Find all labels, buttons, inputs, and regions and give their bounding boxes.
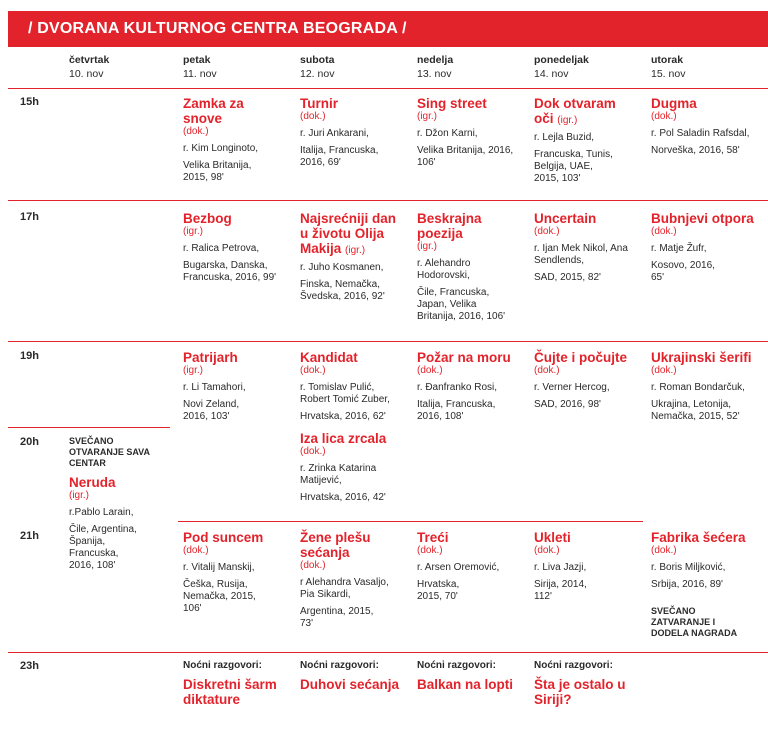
time-15h: 15h <box>20 96 39 108</box>
film-director: r.Pablo Larain, <box>69 507 134 518</box>
film-title[interactable]: Sing street <box>417 96 487 111</box>
film-info: Sirija, 2014, 112' <box>534 579 587 602</box>
closing-ceremony-note: SVEČANO ZATVARANJE I DODELA NAGRADA <box>651 606 738 638</box>
film-entry <box>300 96 400 169</box>
film-genre: (dok.) <box>534 365 560 376</box>
film-entry <box>651 211 759 284</box>
film-title[interactable]: Žene plešu sećanja <box>300 530 371 560</box>
film-entry <box>534 530 634 603</box>
film-genre: (dok.) <box>417 365 443 376</box>
film-title[interactable]: Bubnjevi otpora <box>651 211 754 226</box>
film-title[interactable]: Beskrajna poezija <box>417 211 482 241</box>
day-header-friday: petak 11. nov <box>183 54 217 80</box>
time-19h: 19h <box>20 350 39 362</box>
film-info: Hrvatska, 2016, 62' <box>300 411 386 422</box>
film-genre: (dok.) <box>300 560 326 571</box>
film-entry <box>300 350 405 423</box>
film-genre: (dok.) <box>534 545 560 556</box>
day-header-sunday: nedelja 13. nov <box>417 54 454 80</box>
film-director: r. Kim Longinoto, <box>183 143 259 154</box>
film-entry <box>651 350 761 423</box>
film-title[interactable]: Ukleti <box>534 530 571 545</box>
film-director: r. Pol Saladin Rafsdal, <box>651 128 750 139</box>
film-director: r. Zrinka Katarina Matijević, <box>300 463 377 486</box>
film-title[interactable]: Požar na moru <box>417 350 511 365</box>
film-info: Kosovo, 2016, 65' <box>651 260 715 283</box>
night-talk-label: Noćni razgovori: <box>417 660 496 671</box>
film-genre: (igr.) <box>417 241 437 252</box>
film-entry <box>417 211 517 323</box>
film-genre: (igr.) <box>345 245 366 256</box>
film-title[interactable]: Fabrika šećera <box>651 530 746 545</box>
night-talk-title[interactable]: Balkan na lopti <box>417 677 514 692</box>
film-genre: (igr.) <box>417 111 437 122</box>
row-divider-21h <box>178 521 643 522</box>
venue-banner: / DVORANA KULTURNOG CENTRA BEOGRADA / <box>8 11 768 47</box>
film-genre: (dok.) <box>183 126 209 137</box>
film-info: Češka, Rusija, Nemačka, 2015, 106' <box>183 579 256 614</box>
film-info: Velika Britanija, 2016, 106' <box>417 145 514 168</box>
film-director: r. Ijan Mek Nikol, Ana Sendlends, <box>534 243 628 266</box>
film-genre: (igr.) <box>557 115 578 126</box>
film-title[interactable]: Dugma <box>651 96 697 111</box>
film-genre: (dok.) <box>183 545 209 556</box>
film-title[interactable]: Patrijarh <box>183 350 238 365</box>
film-title[interactable]: Najsrećniji dan u životu Olija Makija (igr.) <box>300 211 397 256</box>
film-director: r. Džon Karni, <box>417 128 478 139</box>
film-genre: (dok.) <box>300 365 326 376</box>
row-divider-20h <box>8 427 170 428</box>
film-entry <box>417 530 517 603</box>
film-info: Francuska, Tunis, Belgija, UAE, 2015, 103' <box>534 149 613 184</box>
film-genre: (igr.) <box>183 226 203 237</box>
film-info: Italija, Francuska, 2016, 69' <box>300 145 379 168</box>
film-genre: (dok.) <box>417 545 443 556</box>
film-entry <box>534 96 630 185</box>
film-director: r. Ralica Petrova, <box>183 243 260 254</box>
film-genre: (igr.) <box>183 365 203 376</box>
header-divider <box>8 88 768 89</box>
film-genre: (dok.) <box>300 111 326 122</box>
film-info: Novi Zeland, 2016, 103' <box>183 399 240 422</box>
day-header-tuesday: utorak 15. nov <box>651 54 686 80</box>
film-info: Čile, Argentina, Španija, Francuska, 2016, 108' <box>69 524 137 571</box>
film-entry <box>651 96 759 157</box>
film-entry <box>300 530 405 630</box>
film-genre: (dok.) <box>651 365 677 376</box>
film-genre: (dok.) <box>651 111 677 122</box>
film-title[interactable]: Iza lica zrcala <box>300 431 387 446</box>
film-genre: (dok.) <box>534 226 560 237</box>
film-director: r. Juri Ankarani, <box>300 128 369 139</box>
night-talk <box>300 660 400 692</box>
film-info: Hrvatska, 2016, 42' <box>300 492 386 503</box>
film-entry <box>534 350 639 411</box>
film-genre: (dok.) <box>300 446 326 457</box>
film-title[interactable]: Neruda <box>69 475 116 490</box>
row-divider-23h <box>8 652 768 653</box>
film-entry <box>651 530 761 591</box>
film-entry <box>417 96 517 169</box>
film-info: Ukrajina, Letonija, Nemačka, 2015, 52' <box>651 399 740 422</box>
film-info: Argentina, 2015, 73' <box>300 606 374 629</box>
film-info: SAD, 2016, 98' <box>534 399 601 410</box>
film-director: r. Vitalij Manskij, <box>183 562 255 573</box>
day-header-saturday: subota 12. nov <box>300 54 335 80</box>
time-20h: 20h <box>20 436 39 448</box>
film-director: r. Boris Miljković, <box>651 562 726 573</box>
film-entry <box>300 211 405 303</box>
film-entry <box>183 96 279 184</box>
film-title[interactable]: Bezbog <box>183 211 232 226</box>
film-title[interactable]: Čujte i počujte <box>534 350 628 365</box>
film-genre: (igr.) <box>69 490 89 501</box>
night-talk-label: Noćni razgovori: <box>534 660 613 671</box>
film-director: r. Lejla Buzid, <box>534 132 595 143</box>
film-entry <box>183 530 279 615</box>
night-talk-title[interactable]: Duhovi sećanja <box>300 677 400 692</box>
film-title[interactable]: Pod suncem <box>183 530 264 545</box>
film-title[interactable]: Dok otvaram oči (igr.) <box>534 96 616 126</box>
film-genre: (dok.) <box>651 545 677 556</box>
film-genre: (dok.) <box>651 226 677 237</box>
row-divider-17h <box>8 200 768 201</box>
night-talk-title[interactable]: Diskretni šarm diktature <box>183 677 277 707</box>
opening-ceremony-note: SVEČANO OTVARANJE SAVA CENTAR <box>69 436 150 468</box>
day-header-monday: ponedeljak 14. nov <box>534 54 589 80</box>
film-director: r. Alehandro Hodorovski, <box>417 258 471 281</box>
film-entry <box>417 350 517 423</box>
film-title[interactable]: Kandidat <box>300 350 358 365</box>
night-talk <box>183 660 283 707</box>
day-header-thursday: četvrtak 10. nov <box>69 54 110 80</box>
night-talk-title[interactable]: Šta je ostalo u Siriji? <box>534 677 626 707</box>
film-director: r. Verner Hercog, <box>534 382 610 393</box>
film-director: r. Arsen Oremović, <box>417 562 500 573</box>
film-entry <box>300 431 405 504</box>
film-info: Norveška, 2016, 58' <box>651 145 740 156</box>
film-title[interactable]: Turnir <box>300 96 338 111</box>
film-director: r. Li Tamahori, <box>183 382 246 393</box>
time-21h: 21h <box>20 530 39 542</box>
row-divider-19h <box>8 341 768 342</box>
film-director: r. Matje Žufr, <box>651 243 707 254</box>
night-talk <box>534 660 634 707</box>
time-23h: 23h <box>20 660 39 672</box>
night-talk-label: Noćni razgovori: <box>183 660 262 671</box>
film-info: SAD, 2015, 82' <box>534 272 601 283</box>
night-talk-label: Noćni razgovori: <box>300 660 379 671</box>
film-title[interactable]: Uncertain <box>534 211 597 226</box>
film-entry <box>534 211 639 284</box>
film-entry <box>183 350 279 423</box>
film-title[interactable]: Zamka za snove <box>183 96 244 126</box>
film-info: Finska, Nemačka, Švedska, 2016, 92' <box>300 279 385 302</box>
film-title[interactable]: Treći <box>417 530 449 545</box>
film-info: Čile, Francuska, Japan, Velika Britanija, 2016, 106' <box>417 287 506 322</box>
film-info: Italija, Francuska, 2016, 108' <box>417 399 496 422</box>
time-17h: 17h <box>20 211 39 223</box>
film-director: r Alehandra Vasaljo, Pia Sikardi, <box>300 577 389 600</box>
film-director: r. Liva Jazji, <box>534 562 587 573</box>
film-director: r. Tomislav Pulić, Robert Tomić Zuber, <box>300 382 390 405</box>
film-info: Hrvatska, 2015, 70' <box>417 579 460 602</box>
film-title[interactable]: Ukrajinski šerifi <box>651 350 752 365</box>
night-talk <box>417 660 517 692</box>
film-director: r. Roman Bondarčuk, <box>651 382 745 393</box>
film-info: Velika Britanija, 2015, 98' <box>183 160 252 183</box>
film-info: Bugarska, Danska, Francuska, 2016, 99' <box>183 260 277 283</box>
film-entry <box>69 436 154 572</box>
film-director: r. Juho Kosmanen, <box>300 262 384 273</box>
film-entry <box>183 211 279 284</box>
film-info: Srbija, 2016, 89' <box>651 579 723 590</box>
film-director: r. Đanfranko Rosi, <box>417 382 498 393</box>
